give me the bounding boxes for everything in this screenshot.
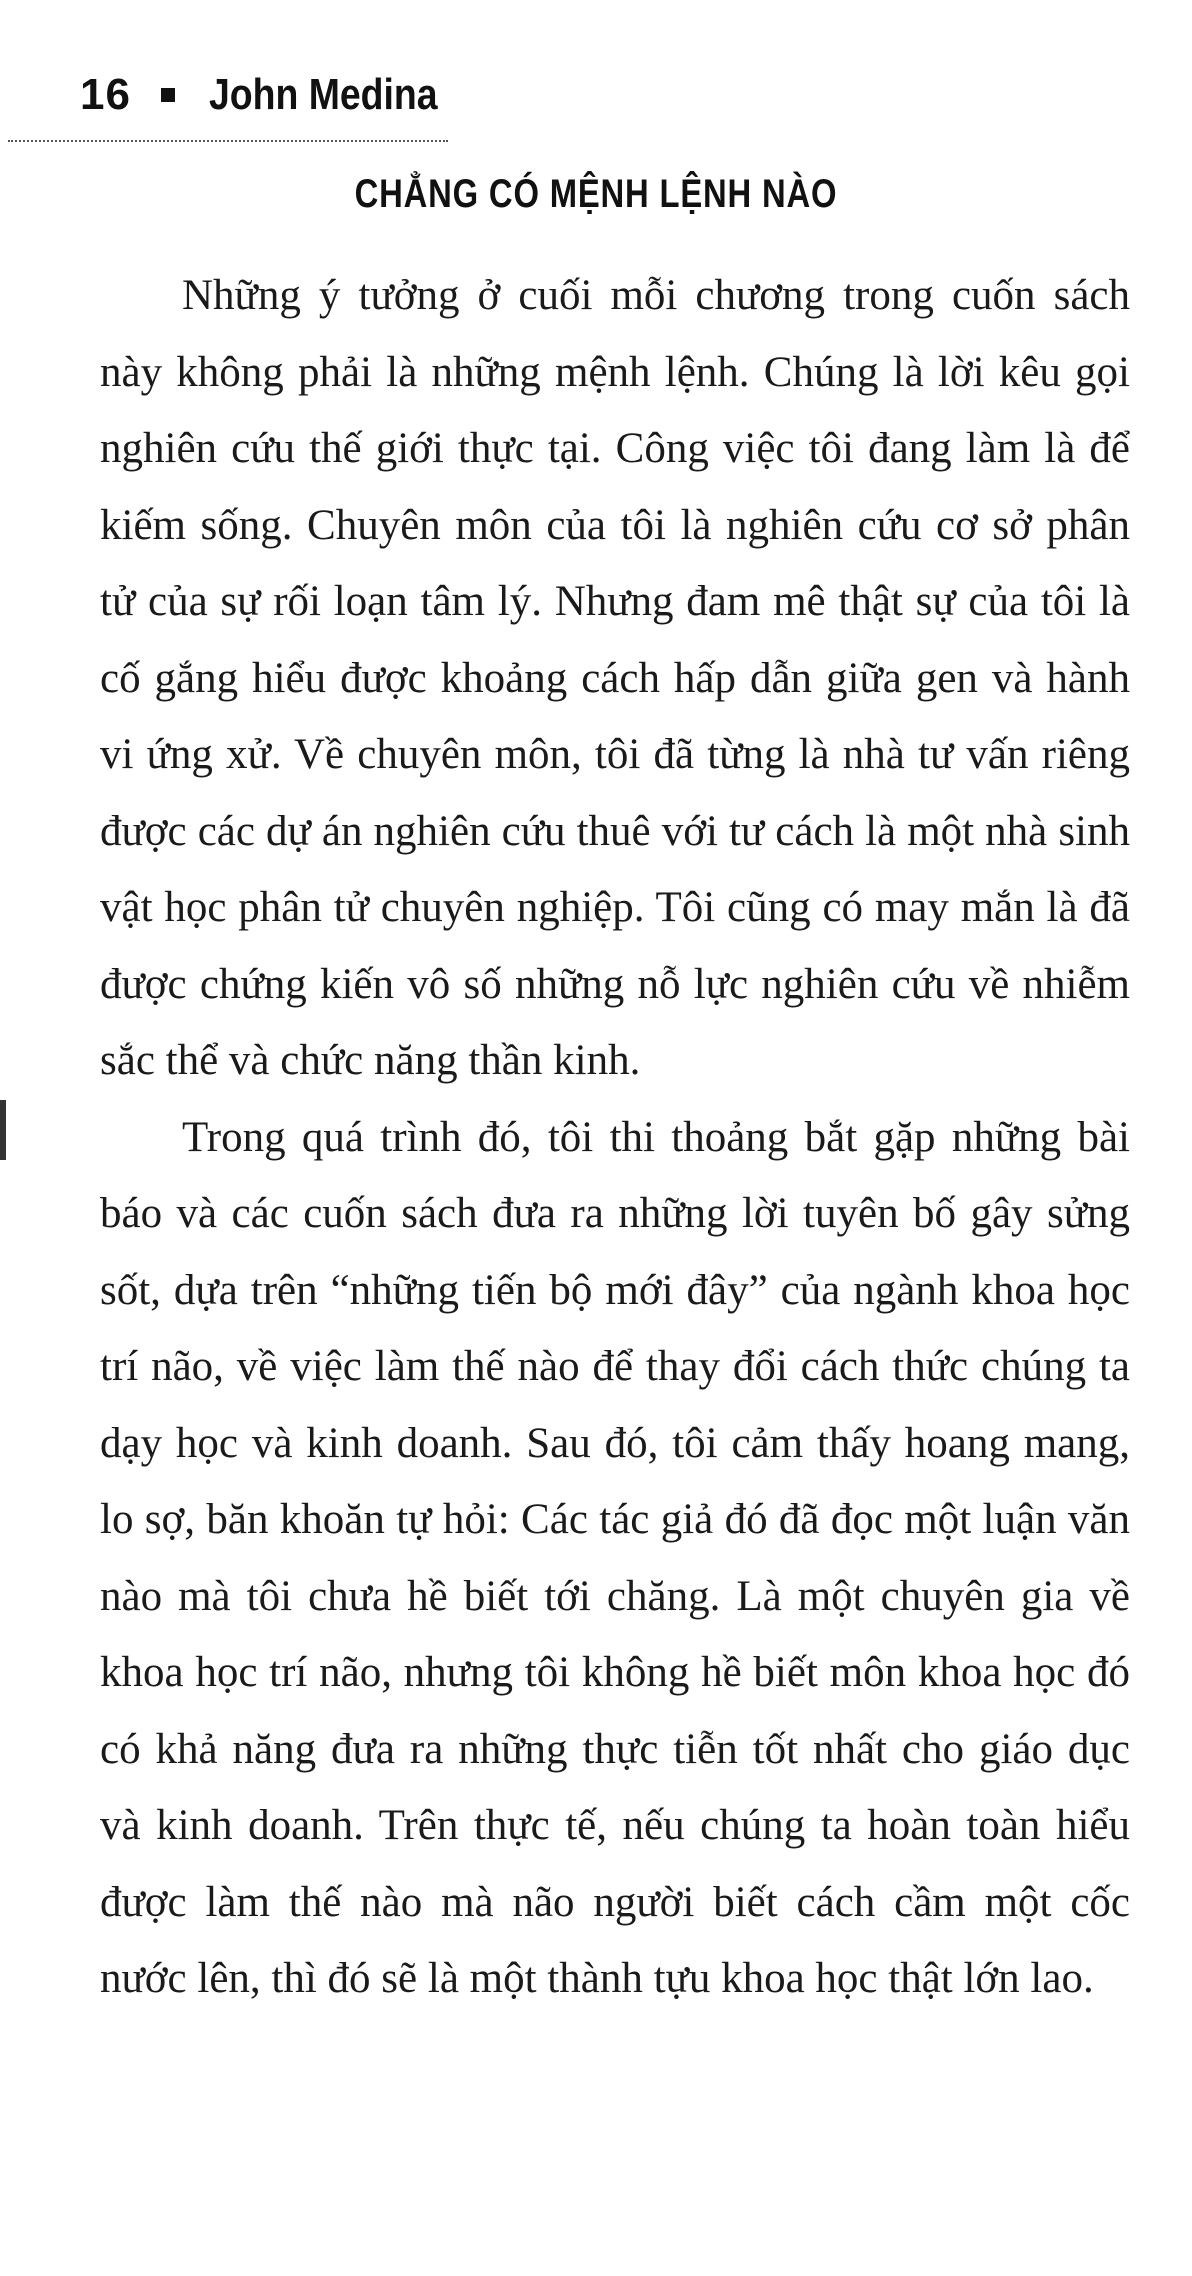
paragraph: Những ý tưởng ở cuối mỗi chương trong cuốn sách này không phải là những mệnh lệnh. Chúng là lời kêu gọi nghiên cứu thế giới thực tại. Công việc tôi đang làm là để kiếm sống. Chuyên môn của tôi là nghiên cứu cơ sở phân tử của sự rối loạn tâm lý. Nhưng đam mê thật sự của tôi là cố gắng hiểu được khoảng cách hấp dẫn giữa gen và hành vi ứng xử. Về chuyên môn, tôi đã từng là nhà tư vấn riêng được các dự án nghiên cứu thuê với tư cách là một nhà sinh vật học phân tử chuyên nghiệp. Tôi cũng có may mắn là đã được chứng kiến vô số những nỗ lực nghiên cứu về nhiễm sắc thể và chức năng thần kinh. (100, 272, 1130, 1084)
body-text (100, 258, 1130, 2018)
section-title: CHẲNG CÓ MỆNH LỆNH NÀO (354, 172, 838, 216)
page-edge-mark (0, 1100, 6, 1160)
running-header (80, 70, 478, 120)
paragraph: Trong quá trình đó, tôi thi thoảng bắt gặp những bài báo và các cuốn sách đưa ra những lời tuyên bố gây sửng sốt, dựa trên “những tiến bộ mới đây” của ngành khoa học trí não, về việc làm thế nào để thay đổi cách thức chúng ta dạy học và kinh doanh. Sau đó, tôi cảm thấy hoang mang, lo sợ, băn khoăn tự hỏi: Các tác giả đó đã đọc một luận văn nào mà tôi chưa hề biết tới chăng. Là một chuyên gia về khoa học trí não, nhưng tôi không hề biết môn khoa học đó có khả năng đưa ra những thực tiễn tốt nhất cho giáo dục và kinh doanh. Trên thực tế, nếu chúng ta hoàn toàn hiểu được làm thế nào mà não người biết cách cầm một cốc nước lên, thì đó sẽ là một thành tựu khoa học thật lớn lao. (100, 1113, 1130, 2002)
page-number: 16 (80, 70, 131, 119)
square-bullet-icon (161, 88, 175, 102)
header-author: John Medina (208, 70, 438, 119)
header-dotted-rule (8, 140, 448, 142)
